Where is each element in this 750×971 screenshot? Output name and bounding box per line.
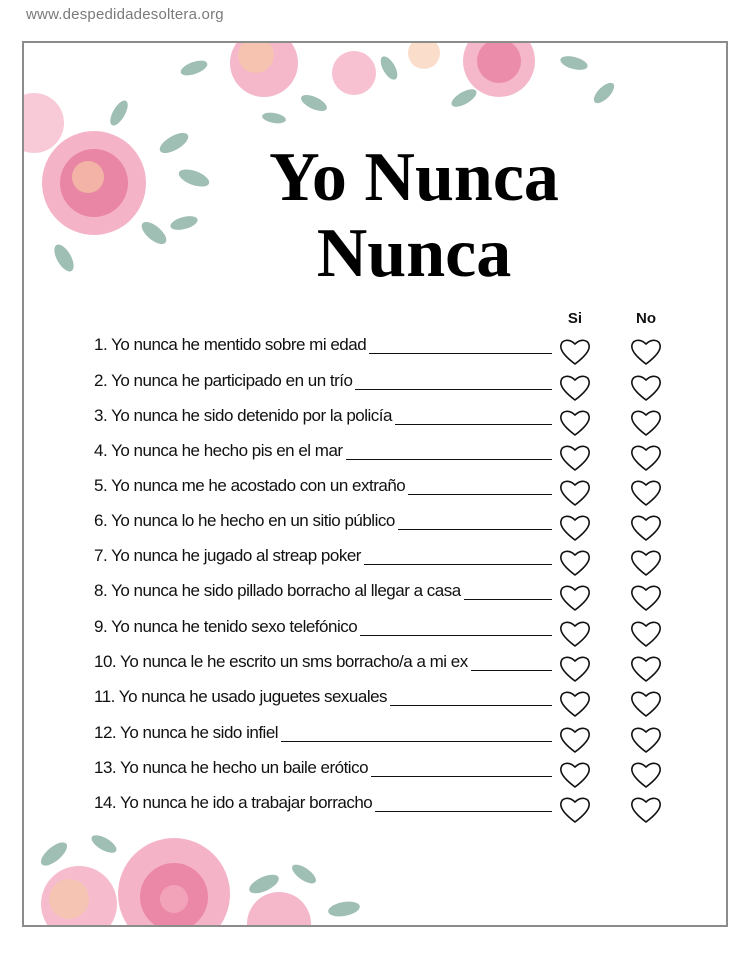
- question-row: [94, 370, 714, 406]
- answer-line: [395, 424, 552, 425]
- answer-line: [346, 459, 552, 460]
- question-row: [94, 334, 714, 370]
- page-title-line-2: Nunca: [316, 215, 512, 292]
- question-text: 10. Yo nunca le he escrito un sms borracho/a a mi ex: [94, 652, 468, 671]
- heart-si-icon[interactable]: [559, 479, 591, 507]
- question-row: [94, 580, 714, 616]
- heart-si-icon[interactable]: [559, 726, 591, 754]
- answer-line: [471, 670, 552, 671]
- heart-si-icon[interactable]: [559, 655, 591, 683]
- answer-line: [364, 564, 552, 565]
- question-row: [94, 440, 714, 476]
- floral-decoration-top-center: [174, 43, 624, 133]
- question-row: [94, 545, 714, 581]
- heart-no-icon[interactable]: [630, 655, 662, 683]
- answer-line: [408, 494, 552, 495]
- question-text: 6. Yo nunca lo he hecho en un sitio público: [94, 511, 395, 530]
- question-text: 12. Yo nunca he sido infiel: [94, 723, 279, 742]
- answer-line: [464, 599, 552, 600]
- question-row: [94, 510, 714, 546]
- question-text: 4. Yo nunca he hecho pis en el mar: [94, 441, 343, 460]
- question-text: 9. Yo nunca he tenido sexo telefónico: [94, 617, 358, 636]
- heart-si-icon[interactable]: [559, 444, 591, 472]
- heart-no-icon[interactable]: [630, 549, 662, 577]
- answer-line: [369, 353, 552, 354]
- answer-line: [375, 811, 552, 812]
- question-text: 14. Yo nunca he ido a trabajar borracho: [94, 793, 373, 812]
- question-text: 5. Yo nunca me he acostado con un extraño: [94, 476, 406, 495]
- heart-si-icon[interactable]: [559, 514, 591, 542]
- heart-no-icon[interactable]: [630, 338, 662, 366]
- heart-si-icon[interactable]: [559, 549, 591, 577]
- column-header-si: Si: [567, 310, 583, 327]
- heart-no-icon[interactable]: [630, 514, 662, 542]
- question-text: 13. Yo nunca he hecho un baile erótico: [94, 758, 369, 777]
- answer-line: [355, 389, 552, 390]
- answer-line: [398, 529, 552, 530]
- heart-no-icon[interactable]: [630, 479, 662, 507]
- heart-no-icon[interactable]: [630, 796, 662, 824]
- heart-no-icon[interactable]: [630, 374, 662, 402]
- heart-si-icon[interactable]: [559, 374, 591, 402]
- question-text: 7. Yo nunca he jugado al streap poker: [94, 546, 361, 565]
- heart-si-icon[interactable]: [559, 796, 591, 824]
- heart-no-icon[interactable]: [630, 620, 662, 648]
- question-row: [94, 651, 714, 687]
- page-title-line-1: Yo Nunca: [269, 139, 559, 216]
- question-text: 2. Yo nunca he participado en un trío: [94, 371, 353, 390]
- question-row: [94, 405, 714, 441]
- heart-no-icon[interactable]: [630, 444, 662, 472]
- question-row: [94, 722, 714, 758]
- heart-si-icon[interactable]: [559, 620, 591, 648]
- question-text: 1. Yo nunca he mentido sobre mi edad: [94, 335, 367, 354]
- heart-si-icon[interactable]: [559, 690, 591, 718]
- floral-decoration-bottom-left: [24, 829, 384, 927]
- answer-line: [360, 635, 552, 636]
- worksheet-frame: [22, 41, 728, 927]
- heart-si-icon[interactable]: [559, 338, 591, 366]
- question-text: 8. Yo nunca he sido pillado borracho al llegar a casa: [94, 581, 461, 600]
- heart-no-icon[interactable]: [630, 409, 662, 437]
- question-row: [94, 686, 714, 722]
- heart-si-icon[interactable]: [559, 409, 591, 437]
- heart-no-icon[interactable]: [630, 584, 662, 612]
- question-row: [94, 792, 714, 828]
- question-row: [94, 616, 714, 652]
- site-url: www.despedidadesoltera.org: [26, 6, 224, 23]
- question-text: 3. Yo nunca he sido detenido por la policía: [94, 406, 392, 425]
- heart-no-icon[interactable]: [630, 726, 662, 754]
- question-text: 11. Yo nunca he usado juguetes sexuales: [94, 687, 388, 706]
- answer-line: [390, 705, 552, 706]
- answer-line: [371, 776, 552, 777]
- heart-si-icon[interactable]: [559, 584, 591, 612]
- heart-no-icon[interactable]: [630, 761, 662, 789]
- question-row: [94, 757, 714, 793]
- answer-line: [281, 741, 552, 742]
- question-row: [94, 475, 714, 511]
- column-header-no: No: [636, 310, 656, 327]
- heart-no-icon[interactable]: [630, 690, 662, 718]
- heart-si-icon[interactable]: [559, 761, 591, 789]
